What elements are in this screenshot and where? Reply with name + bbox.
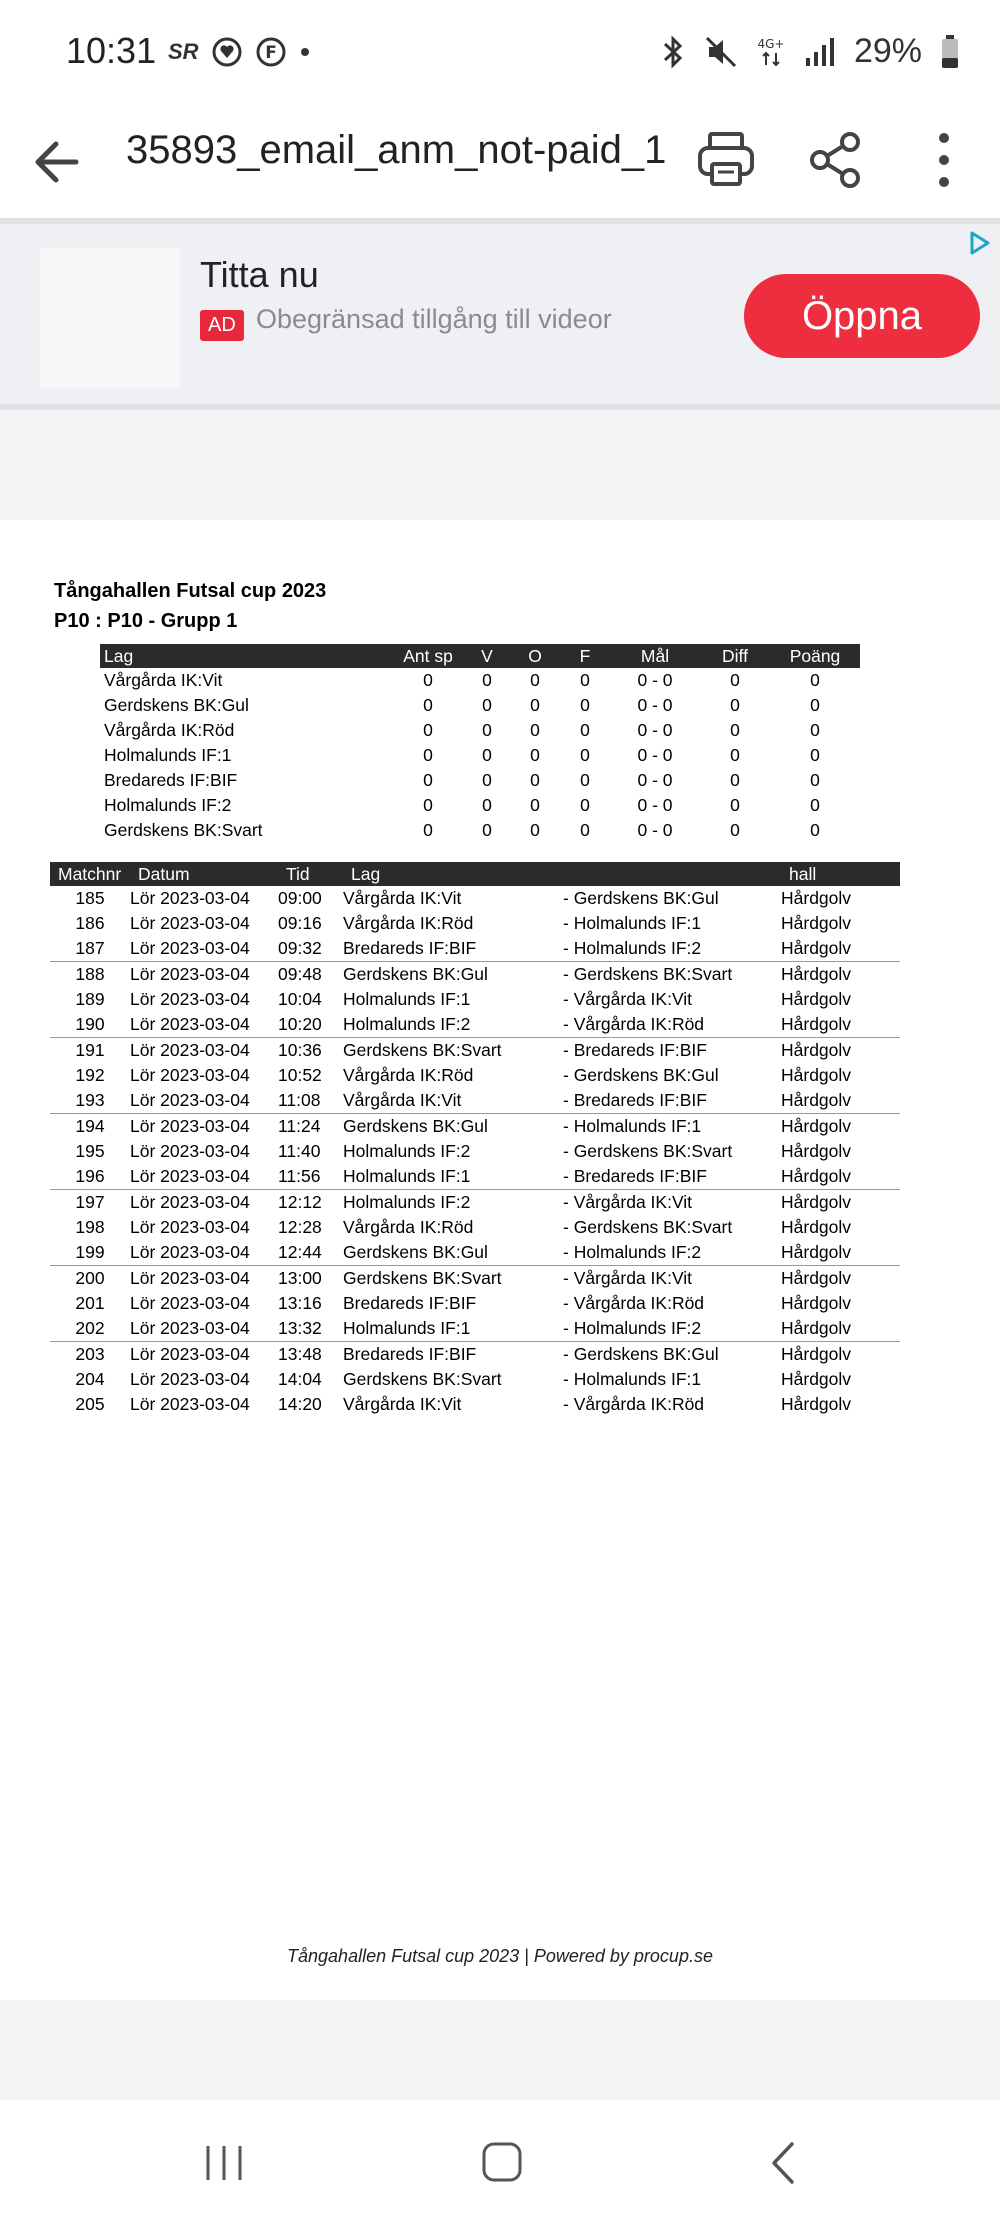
back-arrow-icon[interactable] [30,132,90,192]
away-team: - Vårgårda IK:Vit [563,989,693,1009]
standings-cell: 0 [730,795,740,815]
app-bar [0,110,1000,220]
match-row [50,962,900,988]
match-date: Lör 2023-03-04 [130,1293,250,1313]
match-date: Lör 2023-03-04 [130,1192,250,1212]
standings-header [100,644,860,668]
match-row [50,1063,900,1088]
match-row [50,1215,900,1240]
standings-cell: 0 [530,770,540,790]
standings-cell: 0 [580,720,590,740]
home-team: Holmalunds IF:2 [343,1141,471,1161]
match-row [50,1114,900,1140]
home-team: Gerdskens BK:Svart [343,1040,502,1060]
home-team: Holmalunds IF:2 [343,1192,471,1212]
match-date: Lör 2023-03-04 [130,1344,250,1364]
col-datum: Datum [130,862,278,886]
match-row [50,1139,900,1164]
standings-table [100,644,860,843]
col-poang: Poäng [770,644,860,668]
document-title: 35893_email_anm_not-paid_1 [126,128,667,172]
match-number: 196 [50,1164,130,1190]
standings-cell: 0 [423,795,433,815]
team-name: Gerdskens BK:Svart [104,820,263,840]
away-team: - Gerdskens BK:Svart [563,1217,733,1237]
match-row [50,886,900,911]
standings-row [100,768,860,793]
match-hall: Hårdgolv [781,1344,852,1364]
match-hall: Hårdgolv [781,1116,852,1136]
standings-cell: 0 [730,770,740,790]
match-date: Lör 2023-03-04 [130,1164,278,1190]
match-row [50,987,900,1012]
match-date: Lör 2023-03-04 [130,913,250,933]
standings-cell: 0 [580,670,590,690]
col-lag: Lag [343,862,781,886]
away-team: - Holmalunds IF:2 [563,1240,781,1266]
match-row [50,1164,900,1190]
away-team: - Bredareds IF:BIF [563,1164,781,1190]
match-time: 11:56 [278,1164,343,1190]
standings-cell: 0 - 0 [637,670,673,690]
match-time: 09:16 [278,913,322,933]
match-hall: Hårdgolv [781,1088,900,1114]
team-name: Gerdskens BK:Gul [104,695,249,715]
team-name: Bredareds IF:BIF [104,770,238,790]
match-hall: Hårdgolv [781,936,900,962]
home-team: Vårgårda IK:Vit [343,888,462,908]
group-title: P10 : P10 - Grupp 1 [54,610,238,632]
grey-spacer [0,410,1000,520]
home-team: Gerdskens BK:Svart [343,1268,502,1288]
team-name: Holmalunds IF:1 [104,745,232,765]
col-o: O [510,644,560,668]
away-team: - Holmalunds IF:2 [563,1316,781,1342]
match-time: 10:04 [278,989,322,1009]
home-team: Holmalunds IF:2 [343,1012,563,1038]
standings-row [100,793,860,818]
match-time: 11:08 [278,1088,343,1114]
standings-cell: 0 [810,670,820,690]
home-team: Bredareds IF:BIF [343,936,563,962]
svg-text:4G+: 4G+ [757,36,785,51]
standings-cell: 0 [423,745,433,765]
standings-cell: 0 [482,720,492,740]
standings-cell: 0 [482,695,492,715]
away-team: - Vårgårda IK:Röd [563,1293,705,1313]
standings-cell: 0 [423,720,433,740]
match-time: 13:32 [278,1316,343,1342]
col-v: V [464,644,510,668]
home-team: Gerdskens BK:Gul [343,1116,488,1136]
away-team: - Gerdskens BK:Svart [563,1141,733,1161]
home-icon[interactable] [472,2138,532,2188]
match-date: Lör 2023-03-04 [130,888,250,908]
match-time: 12:44 [278,1240,343,1266]
standings-cell: 0 [530,670,540,690]
match-row [50,1316,900,1342]
match-date: Lör 2023-03-04 [130,1012,278,1038]
home-team: Gerdskens BK:Svart [343,1369,502,1389]
status-notification-icons [168,36,311,68]
match-number: 189 [75,989,105,1009]
match-hall: Hårdgolv [781,1012,900,1038]
standings-cell: 0 - 0 [637,770,673,790]
standings-cell: 0 [580,695,590,715]
match-time: 09:32 [278,936,343,962]
match-date: Lör 2023-03-04 [130,1217,250,1237]
away-team: - Bredareds IF:BIF [563,1088,781,1114]
svg-text:F: F [264,43,277,63]
match-time: 11:24 [278,1116,321,1136]
share-icon[interactable] [806,128,866,192]
match-date: Lör 2023-03-04 [130,989,250,1009]
standings-row [100,718,860,743]
grey-spacer-bottom [0,2000,1000,2100]
match-hall: Hårdgolv [781,913,852,933]
match-row [50,1012,900,1038]
match-hall: Hårdgolv [781,1316,900,1342]
ad-banner[interactable] [0,218,1000,410]
home-team: Bredareds IF:BIF [343,1293,477,1313]
standings-cell: 0 [423,820,433,840]
match-number: 199 [50,1240,130,1266]
standings-cell: 0 [482,770,492,790]
standings-cell: 0 [730,720,740,740]
match-time: 12:28 [278,1217,322,1237]
match-date: Lör 2023-03-04 [130,1369,250,1389]
ad-badge: AD [200,310,244,341]
standings-cell: 0 [530,795,540,815]
standings-cell: 0 [530,820,540,840]
standings-cell: 0 [580,795,590,815]
home-team: Gerdskens BK:Gul [343,964,488,984]
match-number: 201 [75,1293,105,1313]
away-team: - Holmalunds IF:1 [563,913,702,933]
match-number: 200 [75,1268,105,1288]
home-team: Vårgårda IK:Vit [343,1088,563,1114]
page-footer: Tångahallen Futsal cup 2023 | Powered by procup.se [287,1946,713,1966]
match-date: Lör 2023-03-04 [130,1394,250,1414]
home-team: Vårgårda IK:Röd [343,913,474,933]
standings-cell: 0 [580,745,590,765]
match-hall: Hårdgolv [781,1369,852,1389]
standings-cell: 0 [423,670,433,690]
match-hall: Hårdgolv [781,1192,852,1212]
team-name: Vårgårda IK:Vit [104,670,223,690]
match-hall: Hårdgolv [781,1240,900,1266]
standings-row [100,693,860,718]
system-nav-bar [0,2100,1000,2222]
home-team: Bredareds IF:BIF [343,1344,477,1364]
match-time: 14:20 [278,1394,322,1414]
match-date: Lör 2023-03-04 [130,964,250,984]
standings-cell: 0 - 0 [637,745,673,765]
standings-row [100,668,860,693]
match-time: 11:40 [278,1141,321,1161]
match-row [50,1088,900,1114]
match-hall: Hårdgolv [781,1065,852,1085]
tournament-title: Tångahallen Futsal cup 2023 [54,580,327,602]
standings-cell: 0 [810,770,820,790]
home-team: Gerdskens BK:Gul [343,1240,563,1266]
standings-cell: 0 [580,770,590,790]
more-options-icon[interactable] [914,128,974,192]
match-date: Lör 2023-03-04 [130,1088,278,1114]
match-number: 195 [75,1141,105,1161]
ad-open-button[interactable]: Öppna [744,274,980,358]
match-hall: Hårdgolv [781,1040,852,1060]
match-number: 193 [50,1088,130,1114]
match-date: Lör 2023-03-04 [130,1065,250,1085]
standings-cell: 0 - 0 [637,795,673,815]
heart-circle-icon [211,36,243,68]
standings-cell: 0 [423,770,433,790]
ad-choices-icon[interactable] [964,228,994,258]
team-name: Vårgårda IK:Röd [104,720,235,740]
away-team: - Gerdskens BK:Gul [563,1344,719,1364]
match-row [50,1240,900,1266]
col-tid: Tid [278,862,343,886]
away-team: - Vårgårda IK:Vit [563,1192,693,1212]
match-time: 09:00 [278,888,322,908]
match-date: Lör 2023-03-04 [130,1141,250,1161]
match-hall: Hårdgolv [781,1394,852,1414]
team-name: Holmalunds IF:2 [104,795,232,815]
match-number: 191 [75,1040,105,1060]
match-number: 186 [75,913,105,933]
match-row [50,1367,900,1392]
match-time: 12:12 [278,1192,322,1212]
away-team: - Gerdskens BK:Svart [563,964,733,984]
4g-icon [756,35,786,69]
match-hall: Hårdgolv [781,1268,852,1288]
standings-cell: 0 [530,695,540,715]
dot-icon [299,46,311,58]
match-time: 13:00 [278,1268,322,1288]
away-team: - Vårgårda IK:Röd [563,1012,781,1038]
match-row [50,1038,900,1064]
standings-cell: 0 [810,795,820,815]
match-time: 14:04 [278,1369,322,1389]
match-number: 202 [50,1316,130,1342]
status-bar [0,0,1000,110]
matches-header [50,862,900,886]
ad-subtitle: Obegränsad tillgång till videor [256,304,612,334]
match-row [50,1392,900,1417]
home-team: Holmalunds IF:1 [343,1316,563,1342]
status-time: 10:31 [66,30,157,71]
battery-icon [940,34,960,70]
match-hall: Hårdgolv [781,964,852,984]
away-team: - Gerdskens BK:Gul [563,1065,719,1085]
sr-icon: SR [168,39,199,64]
f-circle-icon [255,36,287,68]
match-row [50,1291,900,1316]
standings-cell: 0 [530,720,540,740]
away-team: - Vårgårda IK:Vit [563,1268,693,1288]
col-matchnr: Matchnr [50,862,130,886]
match-hall: Hårdgolv [781,1293,852,1313]
back-nav-icon[interactable] [754,2138,814,2188]
away-team: - Bredareds IF:BIF [563,1040,707,1060]
match-date: Lör 2023-03-04 [130,1268,250,1288]
match-number: 192 [75,1065,105,1085]
match-number: 188 [75,964,105,984]
match-number: 197 [75,1192,105,1212]
match-hall: Hårdgolv [781,888,852,908]
standings-cell: 0 [580,820,590,840]
ad-title: Titta nu [200,254,319,295]
print-icon[interactable] [696,128,756,192]
standings-cell: 0 - 0 [637,695,673,715]
signal-icon [804,36,836,68]
standings-cell: 0 [482,795,492,815]
standings-cell: 0 [810,745,820,765]
standings-cell: 0 [810,695,820,715]
match-number: 203 [75,1344,105,1364]
match-date: Lör 2023-03-04 [130,1116,250,1136]
match-number: 204 [75,1369,105,1389]
home-team: Holmalunds IF:1 [343,989,471,1009]
away-team: - Holmalunds IF:1 [563,1369,702,1389]
match-number: 198 [75,1217,105,1237]
standings-cell: 0 [423,695,433,715]
standings-cell: 0 [482,820,492,840]
match-row [50,936,900,962]
away-team: - Vårgårda IK:Röd [563,1394,705,1414]
col-diff: Diff [700,644,770,668]
match-number: 185 [75,888,105,908]
match-date: Lör 2023-03-04 [130,1040,250,1060]
standings-cell: 0 [730,695,740,715]
pdf-page [0,520,1000,2000]
home-team: Vårgårda IK:Röd [343,1217,474,1237]
home-team: Holmalunds IF:1 [343,1164,563,1190]
standings-cell: 0 [810,720,820,740]
standings-cell: 0 - 0 [637,820,673,840]
status-system-icons [660,32,960,71]
away-team: - Holmalunds IF:2 [563,936,781,962]
match-row [50,1342,900,1368]
match-row [50,1266,900,1292]
standings-cell: 0 [482,670,492,690]
match-number: 205 [75,1394,105,1414]
standings-row [100,743,860,768]
standings-cell: 0 [482,745,492,765]
standings-cell: 0 - 0 [637,720,673,740]
home-team: Vårgårda IK:Vit [343,1394,462,1414]
match-number: 190 [50,1012,130,1038]
match-number: 187 [50,936,130,962]
standings-cell: 0 [810,820,820,840]
match-date: Lör 2023-03-04 [130,1316,278,1342]
standings-cell: 0 [730,670,740,690]
col-f: F [560,644,610,668]
col-mal: Mål [610,644,700,668]
standings-cell: 0 [730,820,740,840]
away-team: - Gerdskens BK:Gul [563,888,719,908]
match-date: Lör 2023-03-04 [130,1240,278,1266]
match-time: 13:48 [278,1344,322,1364]
match-time: 09:48 [278,964,322,984]
match-date: Lör 2023-03-04 [130,936,278,962]
match-time: 13:16 [278,1293,322,1313]
bluetooth-icon [660,34,686,70]
match-time: 10:20 [278,1012,343,1038]
ad-thumbnail [40,248,180,388]
col-ant-sp: Ant sp [392,644,464,668]
match-hall: Hårdgolv [781,1217,852,1237]
match-row [50,911,900,936]
match-schedule-table [50,862,900,1417]
away-team: - Holmalunds IF:1 [563,1116,702,1136]
match-hall: Hårdgolv [781,989,852,1009]
home-team: Vårgårda IK:Röd [343,1065,474,1085]
mute-icon [704,35,738,69]
match-number: 194 [75,1116,105,1136]
match-time: 10:52 [278,1065,322,1085]
match-row [50,1190,900,1216]
battery-percent: 29% [853,32,922,70]
match-time: 10:36 [278,1040,322,1060]
standings-cell: 0 [730,745,740,765]
recent-apps-icon[interactable] [194,2138,254,2188]
match-hall: Hårdgolv [781,1164,900,1190]
match-hall: Hårdgolv [781,1141,852,1161]
col-lag: Lag [100,644,392,668]
standings-row [100,818,860,843]
col-hall: hall [781,862,900,886]
standings-cell: 0 [530,745,540,765]
